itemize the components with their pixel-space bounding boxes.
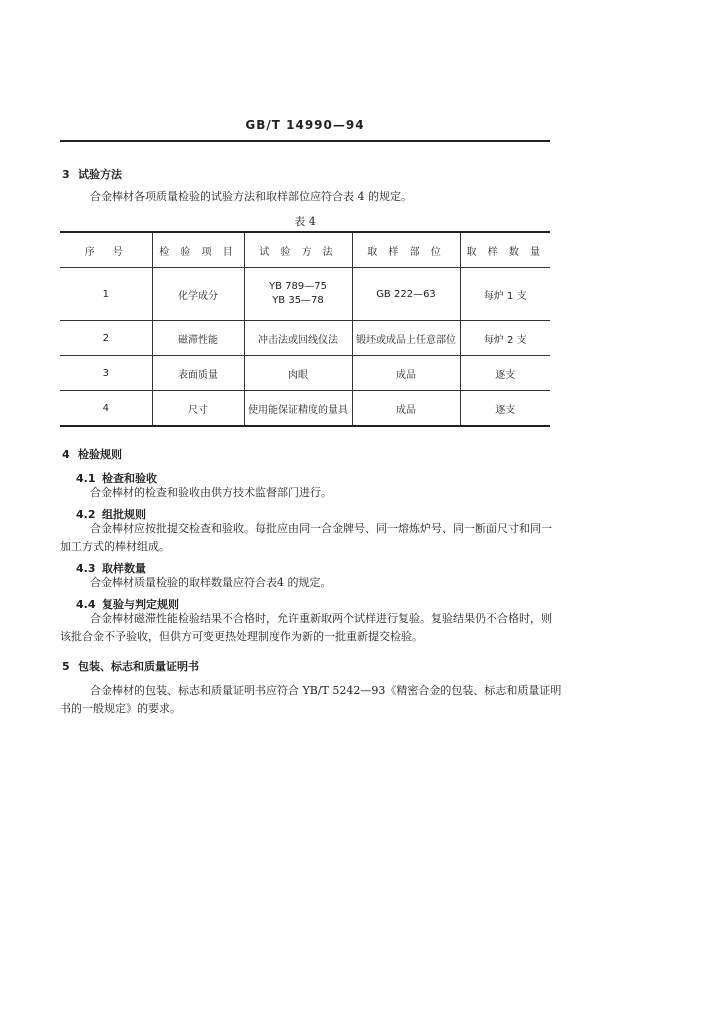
table-row <box>60 356 550 391</box>
cell-method: 使用能保证精度的量具 <box>244 391 352 427</box>
cell-item: 尺寸 <box>152 391 244 427</box>
section-5-number: 5 <box>62 660 70 673</box>
cell-location: GB 222—63 <box>352 268 460 321</box>
section-4-3-number: 4.3 <box>76 562 96 575</box>
cell-method <box>244 268 352 321</box>
section-4-2-title: 组批规则 <box>102 508 146 521</box>
section-4-2-text-line-2: 加工方式的棒材组成。 <box>60 540 170 553</box>
cell-quantity: 每炉 1 支 <box>460 268 550 321</box>
section-5-text-line-1: 合金棒材的包装、标志和质量证明书应符合 YB/T 5242—93《精密合金的包装、标志和质量证明 <box>90 684 562 697</box>
cell-location: 成品 <box>352 356 460 391</box>
cell-quantity: 每炉 2 支 <box>460 321 550 356</box>
cell-location: 成品 <box>352 391 460 427</box>
section-4-2-number: 4.2 <box>76 508 96 521</box>
section-3-intro: 合金棒材各项质量检验的试验方法和取样部位应符合表 4 的规定。 <box>90 190 412 203</box>
section-4-1-title: 检查和验收 <box>102 472 157 485</box>
section-4-title: 检验规则 <box>78 448 122 461</box>
cell-quantity: 逐支 <box>460 391 550 427</box>
section-4-2-text-line-1: 合金棒材应按批提交检查和验收。每批应由同一合金牌号、同一熔炼炉号、同一断面尺寸和同一 <box>90 522 552 535</box>
section-3-title: 试验方法 <box>78 168 122 181</box>
section-4-heading <box>62 446 122 462</box>
section-5-heading <box>62 658 199 674</box>
section-4-4-text-line-1: 合金棒材磁滞性能检验结果不合格时，允许重新取两个试样进行复验。复验结果仍不合格时，则 <box>90 612 552 625</box>
method-line-1: YB 789—75 <box>269 281 327 292</box>
cell-item: 磁滞性能 <box>152 321 244 356</box>
section-5-title: 包装、标志和质量证明书 <box>78 660 199 673</box>
cell-method: 肉眼 <box>244 356 352 391</box>
header-location: 取 样 部 位 <box>352 232 460 268</box>
section-4-1-text: 合金棒材的检查和验收由供方技术监督部门进行。 <box>90 486 332 499</box>
document-header: GB/T 14990—94 <box>245 118 365 132</box>
header-rule <box>60 140 550 142</box>
section-4-number: 4 <box>62 448 70 461</box>
table-row <box>60 321 550 356</box>
cell-method: 冲击法或回线仪法 <box>244 321 352 356</box>
cell-no: 2 <box>60 321 152 356</box>
section-4-3-title: 取样数量 <box>102 562 146 575</box>
section-4-4-number: 4.4 <box>76 598 96 611</box>
header-quantity: 取 样 数 量 <box>460 232 550 268</box>
table-row <box>60 391 550 427</box>
section-5-text-line-2: 书的一般规定》的要求。 <box>60 702 181 715</box>
cell-item: 表面质量 <box>152 356 244 391</box>
table-row <box>60 268 550 321</box>
cell-item: 化学成分 <box>152 268 244 321</box>
section-4-4-text-line-2: 该批合金不予验收，但供方可变更热处理制度作为新的一批重新提交检验。 <box>60 630 423 643</box>
cell-no: 4 <box>60 391 152 427</box>
method-line-2: YB 35—78 <box>272 295 324 306</box>
section-4-4-title: 复验与判定规则 <box>102 598 179 611</box>
section-4-1-number: 4.1 <box>76 472 96 485</box>
header-method: 试 验 方 法 <box>244 232 352 268</box>
cell-no: 3 <box>60 356 152 391</box>
test-method-table <box>60 231 550 427</box>
section-4-3-text: 合金棒材质量检验的取样数量应符合表4 的规定。 <box>90 576 332 589</box>
cell-quantity: 逐支 <box>460 356 550 391</box>
header-item: 检 验 项 目 <box>152 232 244 268</box>
cell-no: 1 <box>60 268 152 321</box>
header-no: 序 号 <box>60 232 152 268</box>
section-3-number: 3 <box>62 168 70 181</box>
table-header-row <box>60 232 550 268</box>
table-caption: 表 4 <box>294 215 316 228</box>
section-3-heading <box>62 166 122 182</box>
cell-location: 锻坯或成品上任意部位 <box>352 321 460 356</box>
